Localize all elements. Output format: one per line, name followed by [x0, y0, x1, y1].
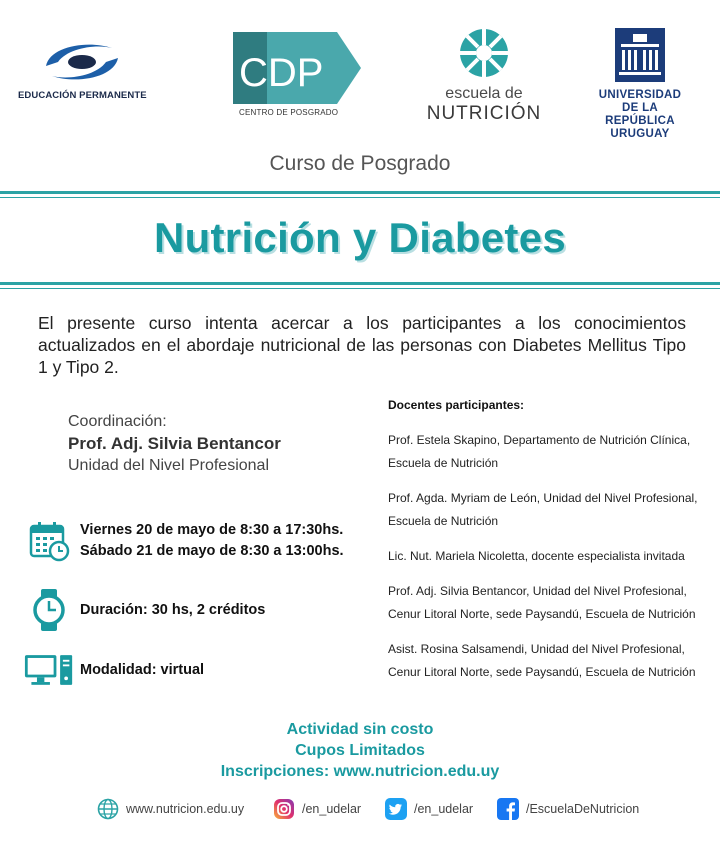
logo-centro-de-posgrado [233, 32, 365, 120]
schedule-line2: Sábado 21 de mayo de 8:30 a 13:00hs. [80, 543, 344, 559]
teacher-item: Lic. Nut. Mariela Nicoletta, docente especialista invitada [388, 549, 685, 563]
limited-spots-text: Cupos Limitados [295, 742, 425, 759]
wristwatch-icon [31, 588, 67, 632]
teachers-heading: Docentes participantes: [388, 398, 525, 412]
course-description: El presente curso intenta acercar a los participantes a los conocimientos actualizados en el abordaje nutricional de las personas con Diabetes Mellitus Tipo 1 y Tipo 2. [38, 313, 686, 377]
cdp-letters: CDP [239, 51, 324, 95]
course-type: Curso de Posgrado [269, 152, 451, 175]
free-activity-text: Actividad sin costo [286, 721, 434, 738]
divider-bottom-thick [0, 282, 720, 285]
modality-row [24, 652, 374, 688]
educacion-permanente-emblem-icon [40, 38, 124, 86]
udelar-line2: DE LA REPÚBLICA [605, 102, 675, 127]
registration-text: Inscripciones: www.nutricion.edu.uy [220, 763, 500, 780]
escuela-line2: NUTRICIÓN [426, 103, 542, 124]
coordinator-name: Prof. Adj. Silvia Bentancor [68, 434, 281, 453]
website-link[interactable] [96, 797, 244, 821]
instagram-handle: /en_udelar [302, 802, 362, 816]
logo-escuela-de-nutricion [424, 28, 544, 125]
escuela-line1: escuela de [445, 85, 523, 102]
udelar-building-icon [613, 26, 667, 84]
teachers-block [388, 398, 708, 696]
twitter-link[interactable] [384, 797, 473, 821]
duration-text: Duración: 30 hs, 2 créditos [80, 601, 266, 618]
cdp-caption: CENTRO DE POSGRADO [239, 108, 339, 117]
educacion-permanente-text: EDUCACIÓN PERMANENTE [18, 90, 147, 101]
course-title: Nutrición y Diabetes [153, 214, 567, 261]
social-links [96, 797, 706, 825]
cdp-emblem-icon [233, 32, 365, 108]
modality-text: Modalidad: virtual [80, 661, 205, 678]
teacher-item: Prof. Agda. Myriam de León, Unidad del Nivel Profesional, Escuela de Nutrición [388, 491, 698, 528]
divider-top-thick [0, 191, 720, 194]
teacher-item: Prof. Adj. Silvia Bentancor, Unidad del Nivel Profesional, Cenur Litoral Norte, sede Paysandú, Escuela de Nutrición [388, 584, 696, 621]
coordination-label: Coordinación: [68, 413, 167, 430]
facebook-icon [497, 798, 519, 820]
schedule-line1: Viernes 20 de mayo de 8:30 a 17:30hs. [80, 522, 344, 538]
schedule-row [24, 520, 374, 562]
facebook-handle: /EscuelaDeNutricion [526, 802, 640, 816]
website-text: www.nutricion.edu.uy [126, 802, 245, 816]
escuela-nutricion-emblem-icon [459, 28, 509, 78]
twitter-icon [385, 798, 407, 820]
logo-universidad-de-la-republica [590, 26, 690, 141]
teacher-item: Prof. Estela Skapino, Departamento de Nutrición Clínica, Escuela de Nutrición [388, 433, 691, 470]
facebook-link[interactable] [496, 797, 639, 821]
divider-top-thin [0, 197, 720, 198]
enrollment-callout [0, 719, 720, 782]
instagram-icon [273, 798, 295, 820]
udelar-line3: URUGUAY [610, 128, 670, 140]
calendar-icon [28, 520, 70, 562]
twitter-handle: /en_udelar [414, 802, 474, 816]
instagram-link[interactable] [272, 797, 361, 821]
teacher-item: Asist. Rosina Salsamendi, Unidad del Nivel Profesional, Cenur Litoral Norte, sede Paysandú, Escuela de Nutrición [388, 642, 696, 679]
coordinator-unit: Unidad del Nivel Profesional [68, 457, 269, 474]
logo-educacion-permanente [18, 38, 153, 101]
computer-icon [24, 652, 74, 688]
coordination-block [68, 412, 368, 477]
globe-icon [97, 798, 119, 820]
duration-row [24, 588, 374, 632]
divider-bottom-thin [0, 288, 720, 289]
logos-row [0, 22, 720, 140]
udelar-line1: UNIVERSIDAD [598, 89, 682, 101]
